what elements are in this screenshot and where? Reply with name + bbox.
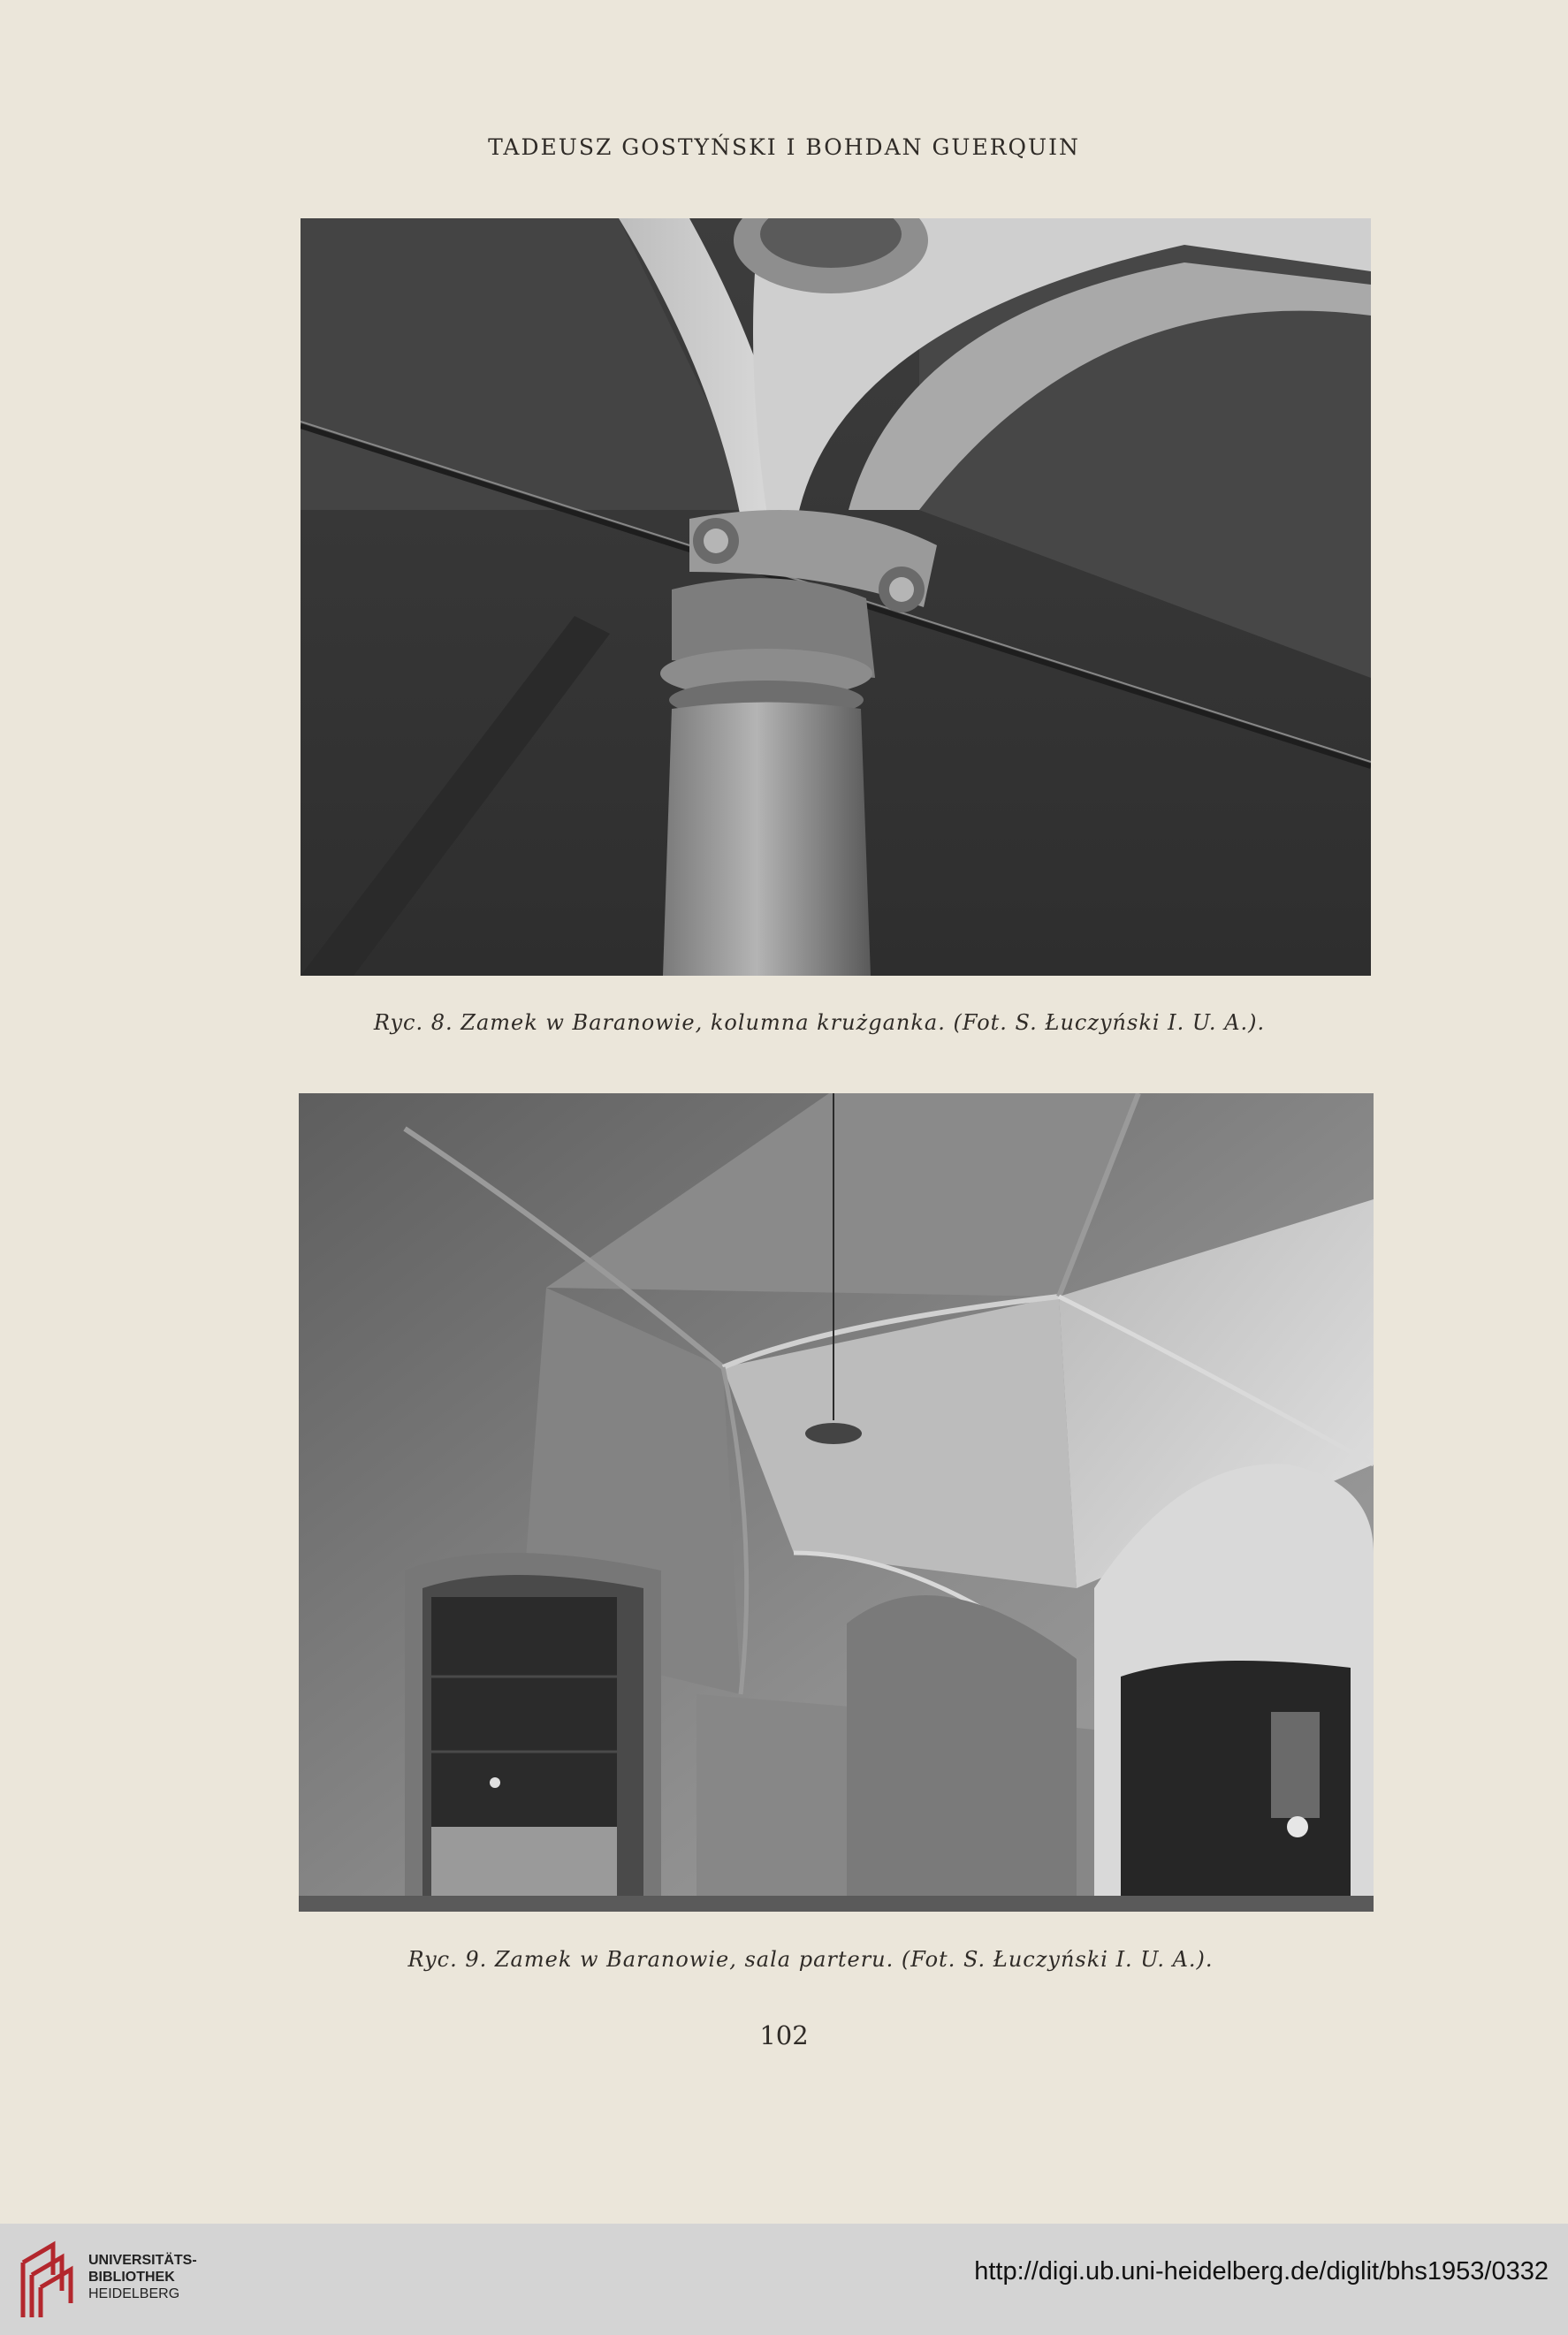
library-name-line-3: HEIDELBERG <box>88 2286 180 2301</box>
figure-8-photo <box>301 218 1371 976</box>
figure-9-caption: Ryc. 9. Zamek w Baranowie, sala parteru. (Fot. S. Łuczyński I. U. A.). <box>407 1947 1214 1972</box>
vaulted-hall-image <box>299 1093 1374 1912</box>
library-name[interactable] <box>88 2252 197 2302</box>
university-library-logo-icon[interactable] <box>18 2240 76 2323</box>
library-name-line-2: BIBLIOTHEK <box>88 2270 175 2285</box>
library-footer <box>0 2224 1568 2335</box>
figure-9-photo <box>299 1093 1374 1912</box>
page-number: 102 <box>759 2020 809 2050</box>
figure-8-caption: Ryc. 8. Zamek w Baranowie, kolumna krużganka. (Fot. S. Łuczyński I. U. A.). <box>373 1010 1266 1035</box>
column-capital-image <box>301 218 1371 976</box>
running-head: TADEUSZ GOSTYŃSKI I BOHDAN GUERQUIN <box>488 134 1080 160</box>
library-name-line-1: UNIVERSITÄTS- <box>88 2253 197 2268</box>
permalink-url[interactable]: http://digi.ub.uni-heidelberg.de/diglit/bhs1953/0332 <box>974 2257 1549 2286</box>
